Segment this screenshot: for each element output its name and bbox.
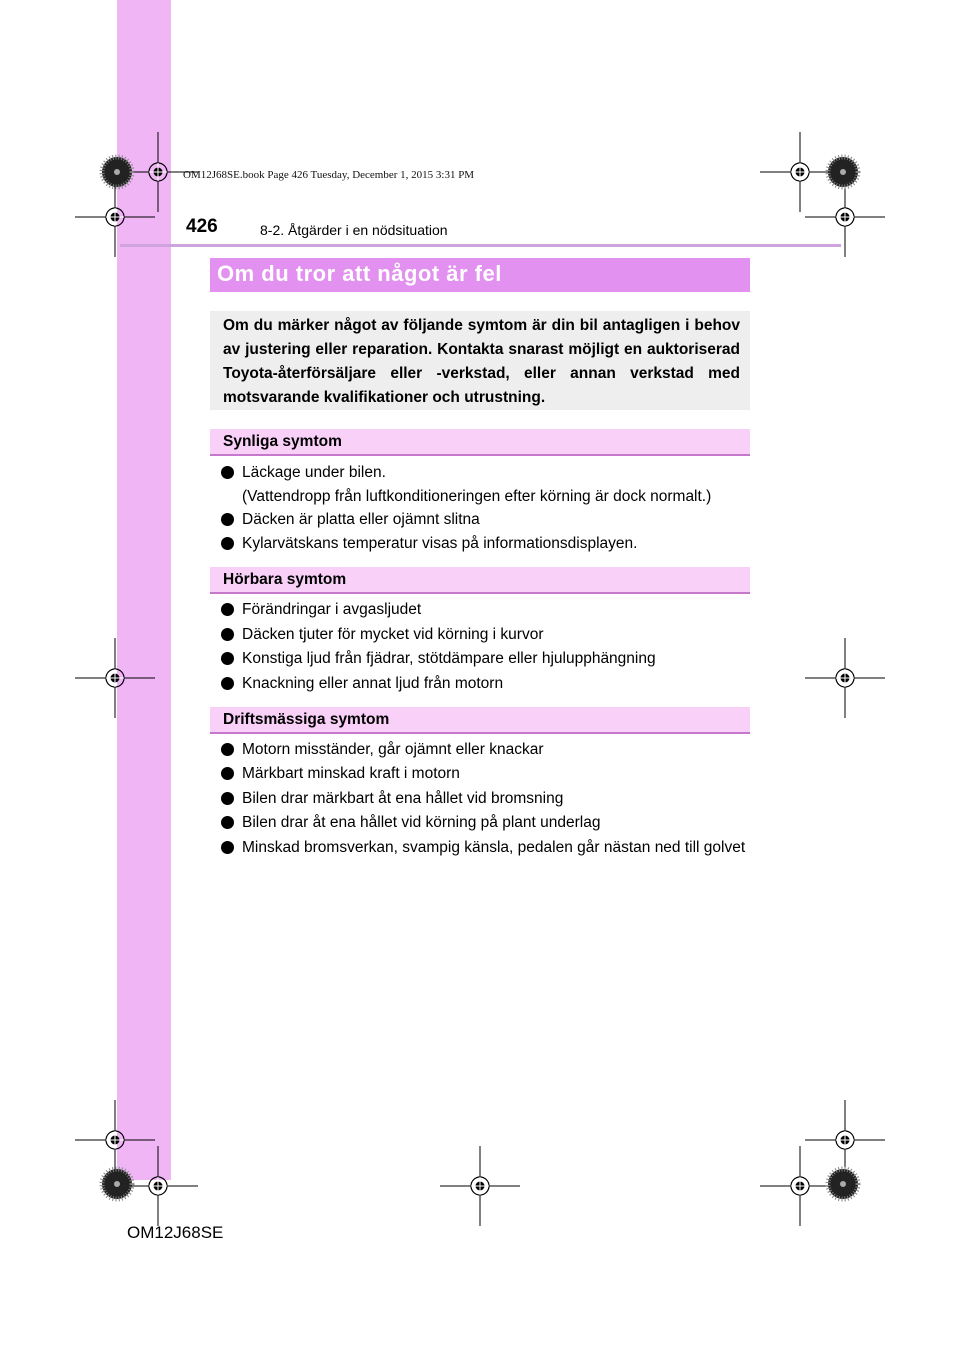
- crop-mark-mid-left: [75, 638, 155, 718]
- list-item: [221, 836, 749, 860]
- section-heading-visible: [210, 429, 750, 456]
- crop-mark-bottom-center: [440, 1146, 520, 1226]
- list-item-text: Kylarvätskans temperatur visas på informationsdisplayen.: [242, 535, 638, 552]
- list-item: [221, 787, 749, 811]
- list-item: [221, 598, 749, 622]
- list-item: [221, 623, 749, 647]
- page-number: 426: [186, 216, 218, 237]
- list-item-text: Knackning eller annat ljud från motorn: [242, 675, 504, 692]
- color-target-top-left: [102, 157, 132, 187]
- bullet-icon: [221, 677, 234, 690]
- main-title: Om du tror att något är fel: [217, 261, 502, 286]
- list-item: [221, 461, 749, 509]
- footer-code: OM12J68SE: [127, 1223, 224, 1242]
- section-heading-audible: [210, 567, 750, 594]
- bullet-icon: [221, 466, 234, 479]
- crop-mark-mid-right: [805, 638, 885, 718]
- section-heading-label: Hörbara symtom: [223, 571, 347, 588]
- list-item-text: Läckage under bilen.: [242, 464, 386, 481]
- list-item-note: (Vattendropp från luftkonditioneringen efter körning är dock normalt.): [242, 488, 712, 505]
- bullet-icon: [221, 792, 234, 805]
- list-item: [221, 811, 749, 835]
- list-item-text: Däcken tjuter för mycket vid körning i kurvor: [242, 626, 544, 643]
- list-item-text: Däcken är platta eller ojämnt slitna: [242, 511, 480, 528]
- list-item: [221, 532, 749, 556]
- list-item: [221, 762, 749, 786]
- color-target-bottom-right: [828, 1169, 858, 1199]
- list-item-text: Bilen drar åt ena hållet vid körning på plant underlag: [242, 814, 601, 831]
- list-item-text: Konstiga ljud från fjädrar, stötdämpare eller hjulupphängning: [242, 650, 656, 667]
- bullet-icon: [221, 816, 234, 829]
- crop-mark-lower-left: [75, 1100, 155, 1180]
- list-item: [221, 738, 749, 762]
- section-heading-label: Synliga symtom: [223, 433, 342, 450]
- bullet-icon: [221, 537, 234, 550]
- list-item-text: Bilen drar märkbart åt ena hållet vid bromsning: [242, 790, 564, 807]
- bullet-icon: [221, 743, 234, 756]
- section-heading-operational: [210, 707, 750, 734]
- bullet-icon: [221, 603, 234, 616]
- color-target-top-right: [828, 157, 858, 187]
- print-info: OM12J68SE.book Page 426 Tuesday, December 1, 2015 3:31 PM: [183, 169, 475, 181]
- list-item: [221, 508, 749, 532]
- list-item: [221, 672, 749, 696]
- intro-text: Om du märker något av följande symtom är din bil antagligen i behov av justering eller reparation. Kontakta snarast möjligt en auktoriserad Toyota-återförsäljare eller -verkstad, eller annan verkstad med motsvarande kvalifikationer och utrustning.: [223, 317, 740, 406]
- bullet-icon: [221, 513, 234, 526]
- list-item-text: Motorn misständer, går ojämnt eller knackar: [242, 741, 544, 758]
- list-item-text: Minskad bromsverkan, svampig känsla, pedalen går nästan ned till golvet: [242, 839, 746, 856]
- main-title-bar: [210, 258, 750, 292]
- header-rule: [120, 244, 841, 247]
- bullet-icon: [221, 628, 234, 641]
- crop-mark-bottom-right: [760, 1146, 840, 1226]
- intro-box: [210, 311, 750, 410]
- bullet-icon: [221, 841, 234, 854]
- bullet-icon: [221, 767, 234, 780]
- list-item: [221, 647, 749, 671]
- list-item-text: Förändringar i avgasljudet: [242, 601, 422, 618]
- section-reference: 8-2. Åtgärder i en nödsituation: [260, 222, 448, 238]
- bullet-icon: [221, 652, 234, 665]
- section-heading-label: Driftsmässiga symtom: [223, 711, 390, 728]
- color-target-bottom-left: [102, 1169, 132, 1199]
- list-item-text: Märkbart minskad kraft i motorn: [242, 765, 460, 782]
